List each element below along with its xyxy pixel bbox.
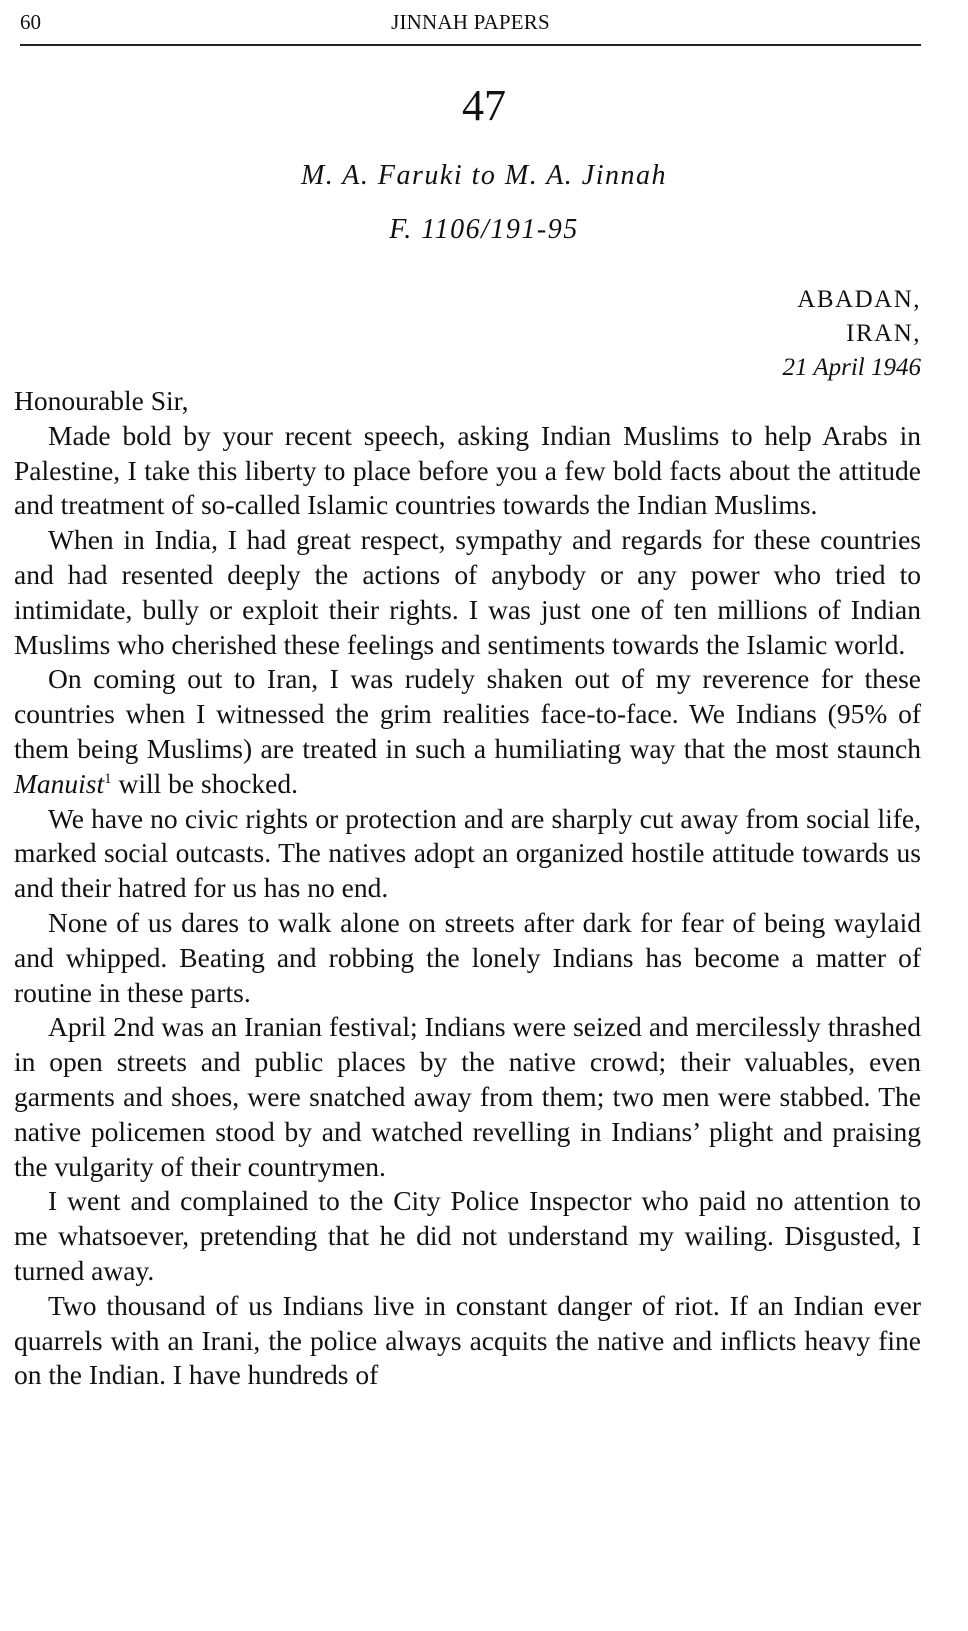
letter-address (783, 283, 921, 385)
paragraph-8: Two thousand of us Indians live in constant danger of riot. If an Indian ever quarrels with an Irani, the police always acquits the native and inflicts heavy fine on the Indian. I have hundreds of (14, 1289, 921, 1391)
running-head: JINNAH PAPERS (391, 10, 550, 34)
salutation: Honourable Sir, (14, 385, 189, 416)
paragraph-5: None of us dares to walk alone on streets after dark for fear of being waylaid and whipped. Beating and robbing the lonely Indians has become a matter of routine in these parts. (14, 906, 921, 1008)
paragraph-7: I went and complained to the City Police Inspector who paid no attention to me whatsoever, pretending that he did not understand my wailing. Disgusted, I turned away. (14, 1185, 921, 1286)
letter-date: 21 April 1946 (782, 354, 921, 381)
page-number: 60 (20, 10, 41, 34)
manuist-term: Manuist (14, 767, 105, 799)
paragraph-3 (14, 662, 921, 801)
document-title: M. A. Faruki to M. A. Jinnah (300, 160, 668, 191)
address-country: IRAN, (846, 320, 921, 347)
document-number: 47 (462, 81, 506, 130)
paragraph-3-text: On coming out to Iran, I was rudely shaken out of my reverence for these countries when I witnessed the grim realities face-to-face. We Indians (95% of them being Muslims) are treated in such a humiliating way that the most staunch (14, 663, 921, 764)
paragraph-3-end: will be shocked. (111, 767, 298, 799)
letter-body (14, 384, 921, 1393)
footnote-marker: 1 (104, 770, 112, 787)
paragraph-1: Made bold by your recent speech, asking Indian Muslims to help Arabs in Palestine, I take this liberty to place before you a few bold facts about the attitude and treatment of so-called Islamic countries towards the Indian Muslims. (14, 419, 921, 521)
paragraph-6: April 2nd was an Iranian festival; Indians were seized and mercilessly thrashed in open streets and public places by the native crowd; their valuables, even garments and shoes, were snatched away from them; two men were stabbed. The native policemen stood by and watched revelling in Indians’ plight and praising the vulgarity of their countrymen. (14, 1011, 921, 1182)
address-city: ABADAN, (797, 286, 921, 313)
paragraph-2: When in India, I had great respect, sympathy and regards for these countries and had resented deeply the actions of anybody or any power who tried to intimidate, bully or exploit their rights. I was just one of ten millions of Indian Muslims who cherished these feelings and sentiments towards the Islamic world. (14, 524, 921, 660)
page-header (20, 8, 921, 46)
document-reference: F. 1106/191-95 (389, 214, 579, 245)
paragraph-4: We have no civic rights or protection and are sharply cut away from social life, marked social outcasts. The natives adopt an organized hostile attitude towards us and their hatred for us has no end. (14, 802, 921, 904)
